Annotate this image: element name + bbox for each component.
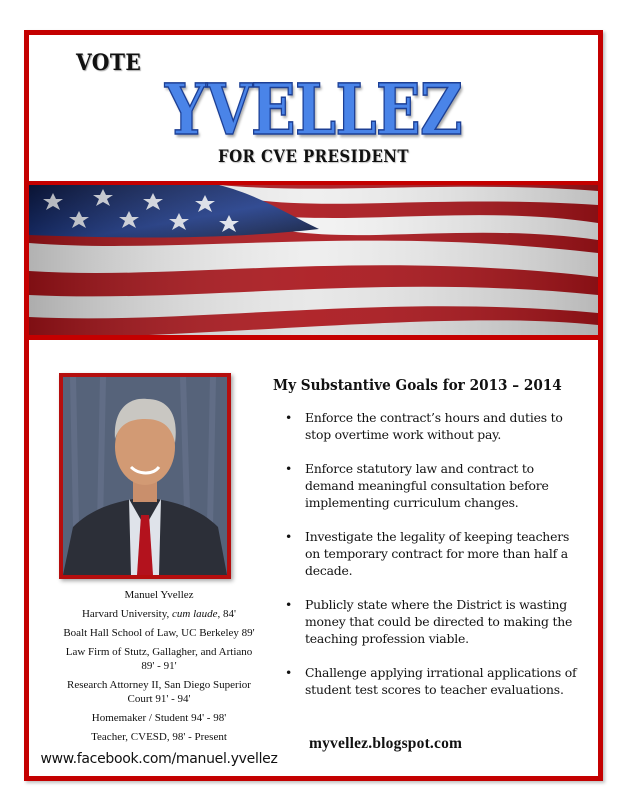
bio-name: Manuel Yvellez [124,589,194,601]
bullet-icon: • [285,461,293,476]
goal-text: Challenge applying irrational applications of student test scores to teacher evaluations. [305,665,577,697]
bio-harvard [39,607,279,621]
goal-item [283,528,583,579]
flyer-frame [24,30,603,781]
bio-law-firm: Law Firm of Stutz, Gallagher, and Artiano [65,646,253,658]
bullet-icon: • [285,597,293,612]
bio-teacher: Teacher, CVESD, 98' - Present [91,731,227,743]
goal-text: Enforce statutory law and contract to demand meaningful consultation before implementing curriculum changes. [305,461,549,510]
facebook-link[interactable]: www.facebook.com/manuel.yvellez [40,751,278,767]
portrait-icon [63,377,227,575]
goals-title: My Substantive Goals for 2013 – 2014 [273,377,562,394]
bio-harvard-year: , 84' [217,608,236,620]
bio-research-attorney-years: Court 91' - 94' [127,693,191,705]
goal-text: Investigate the legality of keeping teachers on temporary contract for more than half a decade. [305,529,570,578]
goal-item [283,596,583,647]
bio-research-attorney: Research Attorney II, San Diego Superior [67,679,251,691]
goals-list [283,409,583,715]
goal-item [283,460,583,511]
goal-text: Publicly state where the District is wasting money that could be directed to making the teaching profession viable. [305,597,573,646]
candidate-bio [39,588,279,749]
bio-law-firm-years: 89' - 91' [141,660,177,672]
bullet-icon: • [285,529,293,544]
bio-homemaker: Homemaker / Student 94' - 98' [91,712,227,724]
candidate-name: YVELLEZ [165,68,462,151]
american-flag-icon [29,185,598,335]
blog-link[interactable]: myvellez.blogspot.com [309,735,463,752]
bullet-icon: • [285,665,293,680]
bio-harvard-text: Harvard University, [81,608,172,620]
goal-item [283,409,583,443]
bullet-icon: • [285,410,293,425]
goal-item [283,664,583,698]
bio-boalt: Boalt Hall School of Law, UC Berkeley 89' [63,627,255,639]
goal-text: Enforce the contract’s hours and duties to stop overtime work without pay. [305,410,563,442]
flag-banner [29,181,598,340]
office-subtitle: FOR CVE PRESIDENT [218,147,409,167]
vote-heading: VOTE [76,50,142,76]
bio-harvard-honor: cum laude [172,608,218,620]
candidate-photo [59,373,231,579]
